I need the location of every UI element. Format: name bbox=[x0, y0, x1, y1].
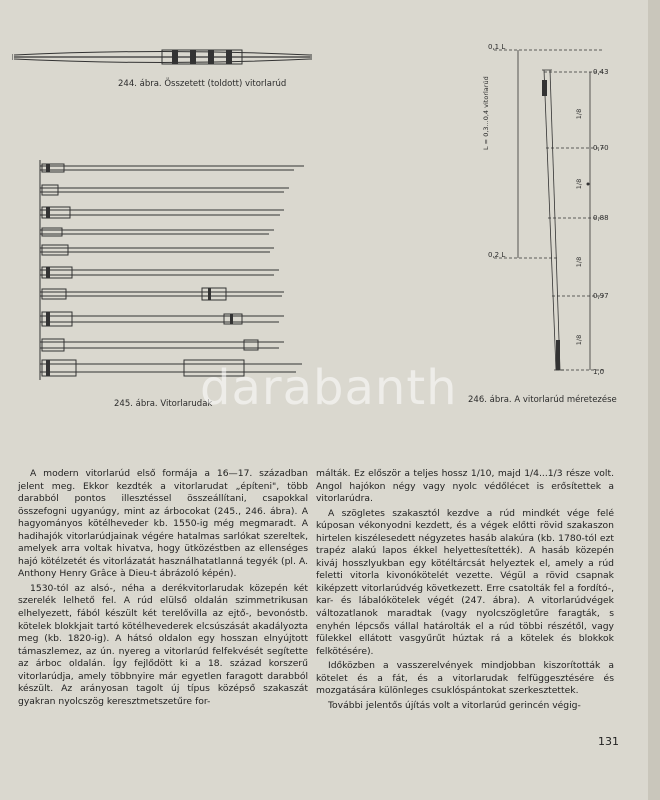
left-paragraph-2: 1530-tól az alsó-, néha a derékvitorlarudak közepén két szerelék lelhető fel. A rúd elülső oldalán szimmetrikusan elhelyezett, fából készült két terelővilla az ejtő-, bevonóstb. kötelek blokkjait tartó kötélhevederek elcsúszását akadályozta meg (kb. 1820-ig). A hátsó oldalon egy hosszan elnyújtott támaszlemez, az ún. nyereg a vitorlarúd felfekvését segítette az árboc oldalán. Így fejlődött ki a 18. század korszerű vitorlarúdja, amely többnyire már egyetlen faragott darabból készült. Az arányosan tagolt új típus középső szakaszát gyakran nyolcszög keresztmetszetűre for- bbox=[18, 582, 308, 707]
yard-6 bbox=[40, 267, 279, 278]
figure-246-dimensioning bbox=[484, 40, 644, 390]
fig246-fraction-3: 1/8 bbox=[575, 256, 584, 268]
fig246-label-length: L = 0,3...0,4 vitorlarúd bbox=[482, 76, 490, 150]
fig246-fraction-1: 1/8 bbox=[575, 108, 584, 120]
left-text-column bbox=[18, 468, 308, 708]
right-paragraph-3: Időközben a vasszerelvények mindjobban kiszorították a kötelet és a fát, és a vitorlarudak felfüggesztésére és mozgatására különleges csuklóspántokat szerkesztettek. bbox=[316, 660, 614, 697]
fig246-ratio-3: 0,88 bbox=[593, 214, 609, 222]
watermark: darabanth bbox=[200, 360, 458, 416]
figure-245-caption: 245. ábra. Vitorlarudak bbox=[114, 399, 213, 409]
yard-9 bbox=[40, 339, 284, 351]
fig246-label-bottom: 0,2 L bbox=[488, 251, 506, 259]
fig246-ratio-1: 0,43 bbox=[593, 68, 609, 76]
right-paragraph-4: További jelentős újítás volt a vitorlarúd gerincén végig- bbox=[328, 699, 581, 711]
yard-8 bbox=[40, 312, 284, 326]
page-number: 131 bbox=[598, 735, 619, 748]
fig246-ratio-4: 0,97 bbox=[593, 292, 609, 300]
left-paragraph-1: A modern vitorlarúd első formája a 16—17. században jelent meg. Ekkor kezdték a vitorlarudat „építeni", több darabból pontos illesztéssel összeállítani, csapokkal összefogni ugyanúgy, mint az árbocokat (245., 246. ábra). A hagyományos kötélheveder kb. 1550-ig még megmaradt. A hadihajók vitorlarúdjainak végére hatalmas sarlókat szereltek, amelyek arra voltak hivatva, hogy ütközéstben az ellenséges hajó kötélzetét és vitorlázatát használhatatlanná tegyék (pl. A. Anthony Henry Grâce à Dieu-t ábrázoló képén). bbox=[18, 468, 308, 580]
fig246-label-top: 0,1 L bbox=[488, 43, 506, 51]
figure-244-caption: 244. ábra. Összetett (toldott) vitorlarúd bbox=[118, 79, 287, 89]
right-text-column bbox=[316, 468, 614, 712]
fig246-fraction-4: 1/8 bbox=[575, 334, 584, 346]
yard-2 bbox=[40, 185, 289, 195]
right-paragraph-1: málták. Ez először a teljes hossz 1/10, majd 1/4...1/3 része volt. Angol hajókon négy vagy nyolc védőlécet is erősítettek a vitorlarúdra. bbox=[316, 468, 614, 505]
yard-3 bbox=[40, 207, 284, 218]
figure-245-yards bbox=[34, 152, 314, 382]
yard-7 bbox=[40, 288, 284, 300]
right-paragraph-2: A szögletes szakasztól kezdve a rúd mindkét vége felé kúposan vékonyodni kezdett, és a végek előtti rövid szakaszon hirtelen kiszélesedett négyzetes hasáb alakúra (kb. 1780-tól ezt trapéz alakú lapos ékkel helyettesítették). A hasáb közepén kiváj hosszlyukban egy kötéltárcsát helyeztek el, amely a rúd feletti vitorla kivonókötelét vezette. Végül a rövid csapnak kiképzett vitorlarúdvég következett. Erre csatolták fel a fordító-, kar- és lábalókötelek végét (247. ábra). A vitorlarúdvégek változatlanok maradtak (vagy nyolcszögletűre faragták, s enyhén lépcsős vállal határolták el a rúd többi részétől, vagy fülekkel ellátott vasgyűrűt húztak rá a kötelek és blokkok felkötésére). bbox=[316, 507, 614, 657]
figure-246-caption: 246. ábra. A vitorlarúd méretezése bbox=[468, 395, 617, 405]
yard-1 bbox=[40, 164, 304, 172]
page-edge bbox=[648, 0, 660, 800]
fig246-ratio-2: 0,70 bbox=[593, 144, 609, 152]
fig246-fraction-2: 1/8 bbox=[575, 178, 584, 190]
figure-244-composite-yard bbox=[12, 44, 312, 72]
fig246-ratio-5: 1,0 bbox=[593, 368, 605, 376]
yard-5 bbox=[40, 245, 274, 255]
yard-4 bbox=[40, 228, 274, 236]
